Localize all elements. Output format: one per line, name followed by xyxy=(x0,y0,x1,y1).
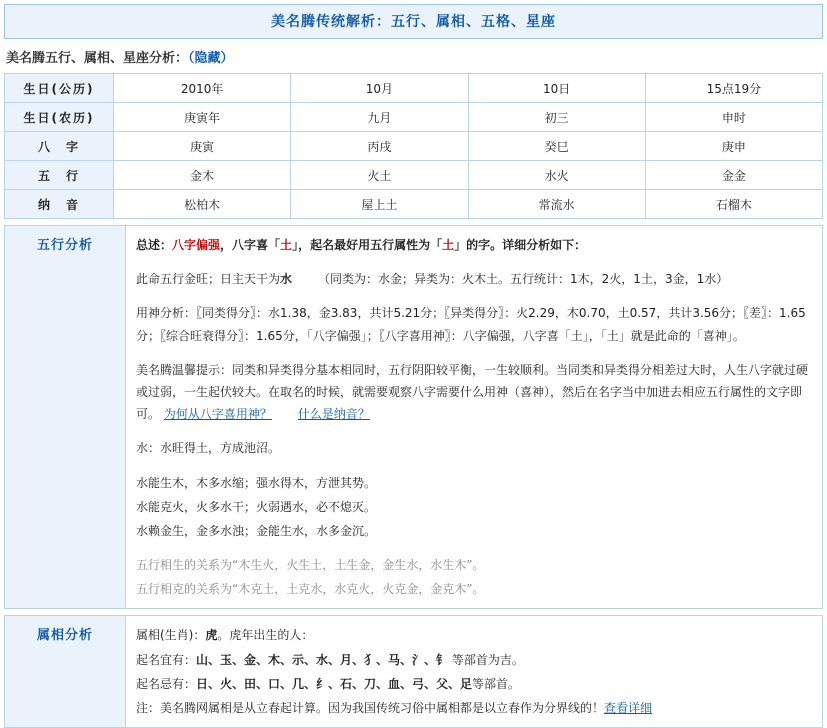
subtitle-row xyxy=(0,39,827,73)
shuxiang-line-1 xyxy=(136,624,812,646)
shuxiang-animal: 虎 xyxy=(205,628,218,643)
shuxiang-line-3 xyxy=(136,673,812,695)
cell-lunar-day: 初三 xyxy=(468,103,645,132)
p2-part-c: （同类为：水金；异类为：火木土。五行统计：1木，2火，1土，3金，1水） xyxy=(318,272,729,287)
row-label-lunar-birthday: 生日(农历) xyxy=(5,103,114,132)
page-title: 美名腾传统解析：五行、属相、五格、星座 xyxy=(4,4,823,39)
cell-solar-year: 2010年 xyxy=(114,74,291,103)
row-label-solar-birthday: 生日(公历) xyxy=(5,74,114,103)
link-view-details[interactable]: 查看详细 xyxy=(604,701,653,715)
p7-line-1: 五行相生的关系为“木生火，火生土，土生金，金生水，水生木”。 xyxy=(136,558,485,573)
cell-nayin-day: 常流水 xyxy=(468,190,645,219)
wuxing-paragraph-7 xyxy=(136,554,812,600)
favorable-radicals: 山、玉、金、木、示、水、月、犭、马、氵、钅 xyxy=(196,652,449,667)
cell-bazi-day: 癸巳 xyxy=(468,132,645,161)
table-row xyxy=(5,132,823,161)
toggle-hide-link[interactable]: （隐藏） xyxy=(188,51,234,66)
table-row xyxy=(5,226,823,609)
section-label-shuxiang-analysis: 属相分析 xyxy=(5,616,126,728)
birth-info-table xyxy=(4,73,823,219)
table-row xyxy=(5,616,823,728)
cell-wuxing-day: 水火 xyxy=(468,161,645,190)
p2-daymaster: 水 xyxy=(280,272,293,287)
unfavorable-prefix: 起名忌有： xyxy=(136,676,197,691)
p6-line-1: 水能生木，木多水缩；强水得木，方泄其势。 xyxy=(136,475,377,490)
p2-part-a: 此命五行金旺；日主天干为 xyxy=(136,272,281,287)
shuxiang-line-2 xyxy=(136,649,812,671)
summary-prefix: 总述： xyxy=(136,238,173,252)
cell-wuxing-year: 金木 xyxy=(114,161,291,190)
p4-text: 美名腾温馨提示：同类和异类得分基本相同时，五行阴阳较平衡，一生较顺利。当同类和异类得分相差过大时，人生八字就过硬或过弱，一生起伏较大。在取名的时候，就需要观察八字需要什么用神（喜神），然后在名字当中加进去相应五行属性的文字即可。 xyxy=(136,362,809,422)
p7-line-2: 五行相克的关系为“木克土，土克水，水克火，火克金，金克木”。 xyxy=(136,582,485,597)
wuxing-analysis-body xyxy=(126,226,823,609)
cell-bazi-month: 丙戌 xyxy=(291,132,468,161)
table-row xyxy=(5,103,823,132)
subtitle-text: 美名腾五行、属相、星座分析： xyxy=(6,51,189,66)
shuxiang-note: 注：美名腾网属相是从立春起计算。因为我国传统习俗中属相都是以立春作为分界线的！ xyxy=(136,701,605,715)
cell-solar-month: 10月 xyxy=(291,74,468,103)
unfavorable-suffix: 等部首。 xyxy=(472,676,521,691)
cell-wuxing-hour: 金金 xyxy=(645,161,822,190)
table-row xyxy=(5,161,823,190)
cell-lunar-month: 九月 xyxy=(291,103,468,132)
favorable-suffix: 等部首为吉。 xyxy=(448,652,524,667)
row-label-nayin: 纳 音 xyxy=(5,190,114,219)
wuxing-analysis-table xyxy=(4,225,823,609)
summary-suffix: 」的字。详细分析如下： xyxy=(454,238,587,252)
table-row xyxy=(5,190,823,219)
link-what-is-nayin[interactable]: 什么是纳音？ xyxy=(297,407,370,422)
shuxiang-analysis-table xyxy=(4,615,823,728)
wuxing-paragraph-5: 水：水旺得土，方成池沼。 xyxy=(136,441,281,456)
favorable-prefix: 起名宜有： xyxy=(136,652,197,667)
section-label-wuxing-analysis: 五行分析 xyxy=(5,226,126,609)
wuxing-summary xyxy=(136,234,812,256)
row-label-wuxing: 五 行 xyxy=(5,161,114,190)
p6-line-3: 水赖金生，金多水浊；金能生水，水多金沉。 xyxy=(136,523,377,538)
cell-nayin-month: 屋上土 xyxy=(291,190,468,219)
shuxiang-analysis-body xyxy=(126,616,823,728)
cell-solar-day: 10日 xyxy=(468,74,645,103)
cell-bazi-hour: 庚申 xyxy=(645,132,822,161)
summary-mid1: ，八字喜「 xyxy=(220,238,281,252)
cell-nayin-hour: 石榴木 xyxy=(645,190,822,219)
summary-strength: 八字偏强 xyxy=(172,238,221,252)
cell-bazi-year: 庚寅 xyxy=(114,132,291,161)
p6-line-2: 水能克火，火多水干；火弱遇水，必不熄灭。 xyxy=(136,499,377,514)
summary-mid2: 」，起名最好用五行属性为「 xyxy=(292,238,443,252)
cell-lunar-year: 庚寅年 xyxy=(114,103,291,132)
summary-favored-element-2: 土 xyxy=(442,238,455,252)
cell-nayin-year: 松柏木 xyxy=(114,190,291,219)
wuxing-paragraph-4 xyxy=(136,359,812,426)
table-row xyxy=(5,74,823,103)
cell-solar-time: 15点19分 xyxy=(645,74,822,103)
page-root xyxy=(0,4,827,728)
link-why-favored-god[interactable]: 为何从八字喜用神？ xyxy=(163,407,272,422)
shuxiang-line-4 xyxy=(136,697,812,719)
shuxiang-suffix: 。虎年出生的人： xyxy=(217,628,314,643)
wuxing-paragraph-3: 用神分析：〖同类得分〗：水1.38，金3.83，共计5.21分；〖异类得分〗：火2.29，木0.70，土0.57，共计3.56分；〖差〗：1.65分；〖综合旺衰得分〗：1.65分，「八字偏强」；〖八字喜用神〗：八字偏强，八字喜「土」，「土」就是此命的「喜神」。 xyxy=(136,306,806,343)
wuxing-paragraph-6 xyxy=(136,472,812,543)
unfavorable-radicals: 日、火、田、口、几、纟、石、刀、血、弓、父、足 xyxy=(196,676,473,691)
row-label-bazi: 八 字 xyxy=(5,132,114,161)
shuxiang-prefix: 属相(生肖)： xyxy=(136,628,206,643)
wuxing-paragraph-2 xyxy=(136,268,812,290)
summary-favored-element: 土 xyxy=(280,238,293,252)
cell-lunar-time: 申时 xyxy=(645,103,822,132)
cell-wuxing-month: 火土 xyxy=(291,161,468,190)
